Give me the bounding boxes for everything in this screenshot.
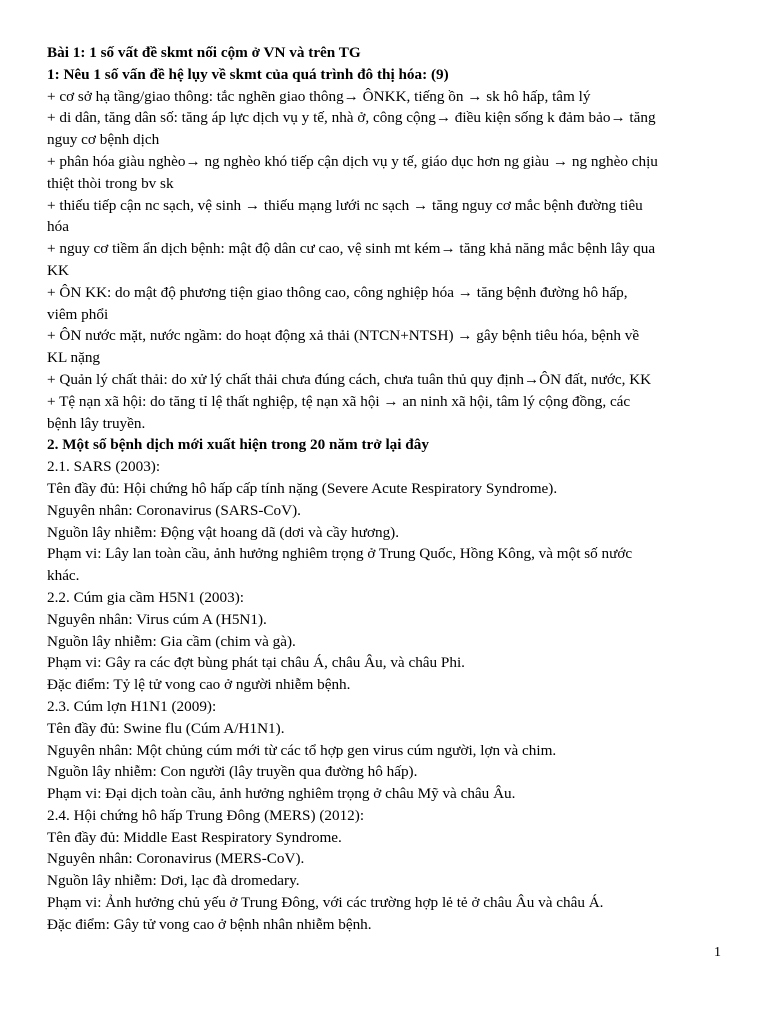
section-heading: 1: Nêu 1 số vấn đề hệ lụy về skmt của quá trình đô thị hóa: (9) (47, 65, 449, 83)
text-line: khác. (47, 567, 80, 585)
text-line: Nguyên nhân: Một chủng cúm mới từ các tổ hợp gen virus cúm người, lợn và chim. (47, 741, 557, 759)
text-line: Phạm vi: Ảnh hưởng chủ yếu ở Trung Đông, với các trường hợp lẻ tẻ ở châu Âu và châu Á. (47, 894, 604, 912)
text-line: viêm phổi (47, 305, 109, 323)
text-line: Tên đầy đủ: Middle East Respiratory Syndrome. (47, 828, 342, 846)
text-line: Phạm vi: Lây lan toàn cầu, ảnh hưởng nghiêm trọng ở Trung Quốc, Hồng Kông, và một số nước (47, 545, 633, 563)
text-line: + cơ sở hạ tầng/giao thông: tắc nghẽn giao thông→ ÔNKK, tiếng ồn → sk hô hấp, tâm lý (47, 87, 591, 105)
section-heading: Bài 1: 1 số vất đề skmt nối cộm ở VN và trên TG (47, 44, 361, 61)
text-line: Nguyên nhân: Coronavirus (SARS-CoV). (47, 501, 301, 519)
text-line: bệnh lây truyền. (47, 414, 146, 432)
text-line: Nguồn lây nhiễm: Gia cầm (chim và gà). (47, 632, 296, 650)
text-line: KL nặng (47, 349, 101, 367)
text-line: 2.1. SARS (2003): (47, 458, 161, 476)
text-line: Đặc điểm: Gây tử vong cao ở bệnh nhân nhiễm bệnh. (47, 915, 372, 933)
document-body (47, 42, 722, 936)
text-line: Đặc điểm: Tỷ lệ tử vong cao ở người nhiễm bệnh. (47, 676, 351, 694)
section-heading: 2. Một số bệnh dịch mới xuất hiện trong 20 năm trở lại đây (47, 436, 429, 454)
text-line: Tên đầy đủ: Swine flu (Cúm A/H1N1). (47, 719, 285, 737)
text-line: Phạm vi: Gây ra các đợt bùng phát tại châu Á, châu Âu, và châu Phi. (47, 654, 465, 672)
text-line: + ÔN KK: do mật độ phương tiện giao thông cao, công nghiệp hóa → tăng bệnh đường hô hấp, (47, 283, 628, 301)
page-number: 1 (714, 945, 721, 960)
text-line: Nguyên nhân: Virus cúm A (H5N1). (47, 610, 267, 628)
text-line: Tên đầy đủ: Hội chứng hô hấp cấp tính nặng (Severe Acute Respiratory Syndrome). (47, 479, 558, 497)
text-line: + phân hóa giàu nghèo→ ng nghèo khó tiếp cận dịch vụ y tế, giáo dục hơn ng giàu → ng nghèo chịu (47, 152, 658, 170)
text-line: 2.3. Cúm lợn H1N1 (2009): (47, 697, 217, 715)
text-line: + ÔN nước mặt, nước ngầm: do hoạt động xả thải (NTCN+NTSH) → gây bệnh tiêu hóa, bệnh về (47, 327, 640, 345)
text-line: Nguồn lây nhiễm: Con người (lây truyền qua đường hô hấp). (47, 763, 418, 781)
text-line: KK (47, 261, 69, 279)
text-line: Nguồn lây nhiễm: Động vật hoang dã (dơi và cầy hương). (47, 523, 400, 541)
text-line: + di dân, tăng dân số: tăng áp lực dịch vụ y tế, nhà ở, công cộng→ điều kiện sống k đảm bảo→ tăng (47, 109, 656, 127)
text-line: 2.4. Hội chứng hô hấp Trung Đông (MERS) (2012): (47, 806, 365, 824)
text-line: 2.2. Cúm gia cầm H5N1 (2003): (47, 588, 244, 606)
text-line: + nguy cơ tiềm ẩn dịch bệnh: mật độ dân cư cao, vệ sinh mt kém→ tăng khả năng mắc bệnh lây qua (47, 240, 656, 258)
text-line: + thiếu tiếp cận nc sạch, vệ sinh → thiếu mạng lưới nc sạch → tăng nguy cơ mắc bệnh đường tiêu (47, 196, 643, 214)
text-line: + Tệ nạn xã hội: do tăng tỉ lệ thất nghiệp, tệ nạn xã hội → an ninh xã hội, tâm lý cộng đồng, các (47, 392, 631, 410)
text-line: nguy cơ bệnh dịch (47, 131, 160, 149)
text-line: Nguồn lây nhiễm: Dơi, lạc đà dromedary. (47, 872, 300, 890)
text-line: Nguyên nhân: Coronavirus (MERS-CoV). (47, 850, 305, 868)
text-line: Phạm vi: Đại dịch toàn cầu, ảnh hưởng nghiêm trọng ở châu Mỹ và châu Âu. (47, 785, 516, 803)
text-line: + Quản lý chất thải: do xử lý chất thải chưa đúng cách, chưa tuân thủ quy định→ÔN đất, nước, KK (47, 370, 652, 388)
text-line: thiệt thòi trong bv sk (47, 174, 174, 192)
text-line: hóa (47, 218, 69, 236)
